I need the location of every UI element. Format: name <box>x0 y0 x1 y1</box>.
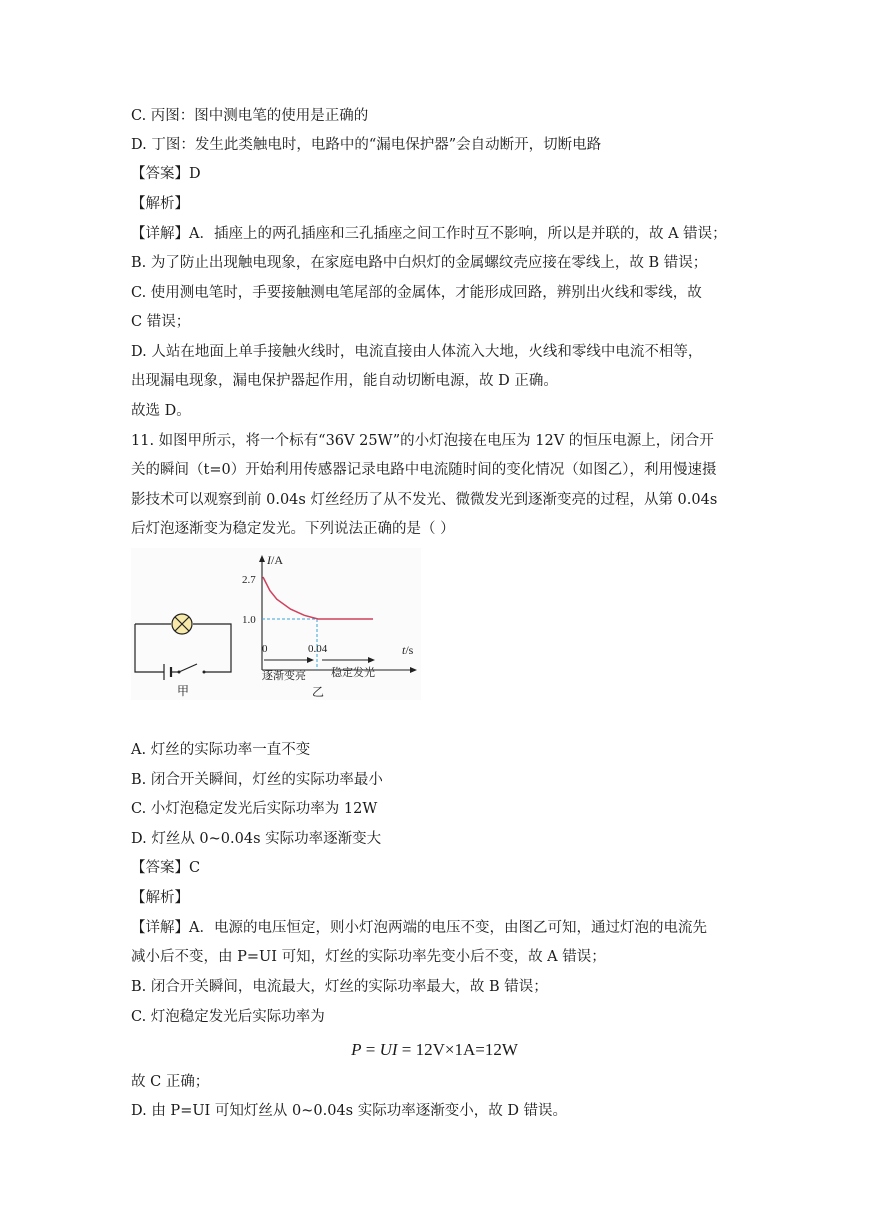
option-d: D. 灯丝从 0~0.04s 实际功率逐渐变大 <box>131 831 382 847</box>
question-11-line-1: 11. 如图甲所示，将一个标有“36V 25W”的小灯泡接在电压为 12V 的恒压电源上，闭合开 <box>131 433 714 449</box>
circuit-and-graph-figure <box>131 548 421 700</box>
question-11-line-3: 影技术可以观察到前 0.04s 灯丝经历了从不发光、微微发光到逐渐变亮的过程，从第 0.04s <box>131 492 718 508</box>
detail-c-2: C. 灯泡稳定发光后实际功率为 <box>131 1009 325 1025</box>
label-jia: 甲 <box>176 684 190 698</box>
x-tick-0-04: 0.04 <box>308 643 328 655</box>
option-a: A. 灯丝的实际功率一直不变 <box>131 742 311 758</box>
switch-contact <box>203 671 206 674</box>
analysis-label-1: 【解析】 <box>131 196 189 212</box>
c-correct: 故 C 正确； <box>131 1074 210 1090</box>
detail-b-1: B. 为了防止出现触电现象，在家庭电路中白炽灯的金属螺纹壳应接在零线上，故 B 错误； <box>131 255 708 271</box>
figure-svg <box>131 548 421 700</box>
detail-d-1-cont: 出现漏电现象，漏电保护器起作用，能自动切断电源，故 D 正确。 <box>131 373 558 389</box>
detail-c-1: C. 使用测电笔时，手要接触测电笔尾部的金属体，才能形成回路，辨别出火线和零线，故 <box>131 285 702 301</box>
x-tick-0: 0 <box>262 643 268 655</box>
choose-d: 故选 D。 <box>131 403 191 419</box>
line-d-ding: D. 丁图：发生此类触电时，电路中的“漏电保护器”会自动断开，切断电路 <box>131 137 602 153</box>
y-axis-label: I/A <box>267 553 283 567</box>
question-11-line-2: 关的瞬间（t=0）开始利用传感器记录电路中电流随时间的变化情况（如图乙），利用慢速摄 <box>131 462 717 478</box>
detail-d-1: D. 人站在地面上单手接触火线时，电流直接由人体流入大地，火线和零线中电流不相等， <box>131 344 703 360</box>
label-yi: 乙 <box>312 685 325 699</box>
detail-a-2: 【详解】A．电源的电压恒定，则小灯泡两端的电压不变，由图乙可知，通过灯泡的电流先 <box>131 920 707 936</box>
detail-a-2-cont: 减小后不变，由 P=UI 可知，灯丝的实际功率先变小后不变，故 A 错误； <box>131 949 606 965</box>
y-tick-1-0: 1.0 <box>242 614 256 626</box>
phase-1-label: 逐渐变亮 <box>262 669 306 682</box>
switch-pivot <box>178 671 181 674</box>
detail-c-1-cont: C 错误； <box>131 314 191 330</box>
option-b: B. 闭合开关瞬间，灯丝的实际功率最小 <box>131 772 383 788</box>
detail-a-1: 【详解】A．插座上的两孔插座和三孔插座之间工作时互不影响，所以是并联的，故 A 错误； <box>131 226 727 242</box>
detail-d-2: D. 由 P=UI 可知灯丝从 0~0.04s 实际功率逐渐变小，故 D 错误。 <box>131 1103 568 1119</box>
x-axis-label: t/s <box>402 643 414 657</box>
answer-label-2: 【答案】C <box>131 860 201 876</box>
line-c-bing: C. 丙图：图中测电笔的使用是正确的 <box>131 108 369 124</box>
option-c: C. 小灯泡稳定发光后实际功率为 12W <box>131 801 378 817</box>
answer-label-1: 【答案】D <box>131 166 201 182</box>
question-11-line-4: 后灯泡逐渐变为稳定发光。下列说法正确的是（ ） <box>131 521 455 537</box>
analysis-label-2: 【解析】 <box>131 890 189 906</box>
y-tick-2-7: 2.7 <box>242 574 256 586</box>
detail-b-2: B. 闭合开关瞬间，电流最大，灯丝的实际功率最大，故 B 错误； <box>131 979 548 995</box>
phase-2-label: 稳定发光 <box>331 666 375 679</box>
power-formula: P = UI = 12V×1A=12W <box>351 1040 518 1059</box>
